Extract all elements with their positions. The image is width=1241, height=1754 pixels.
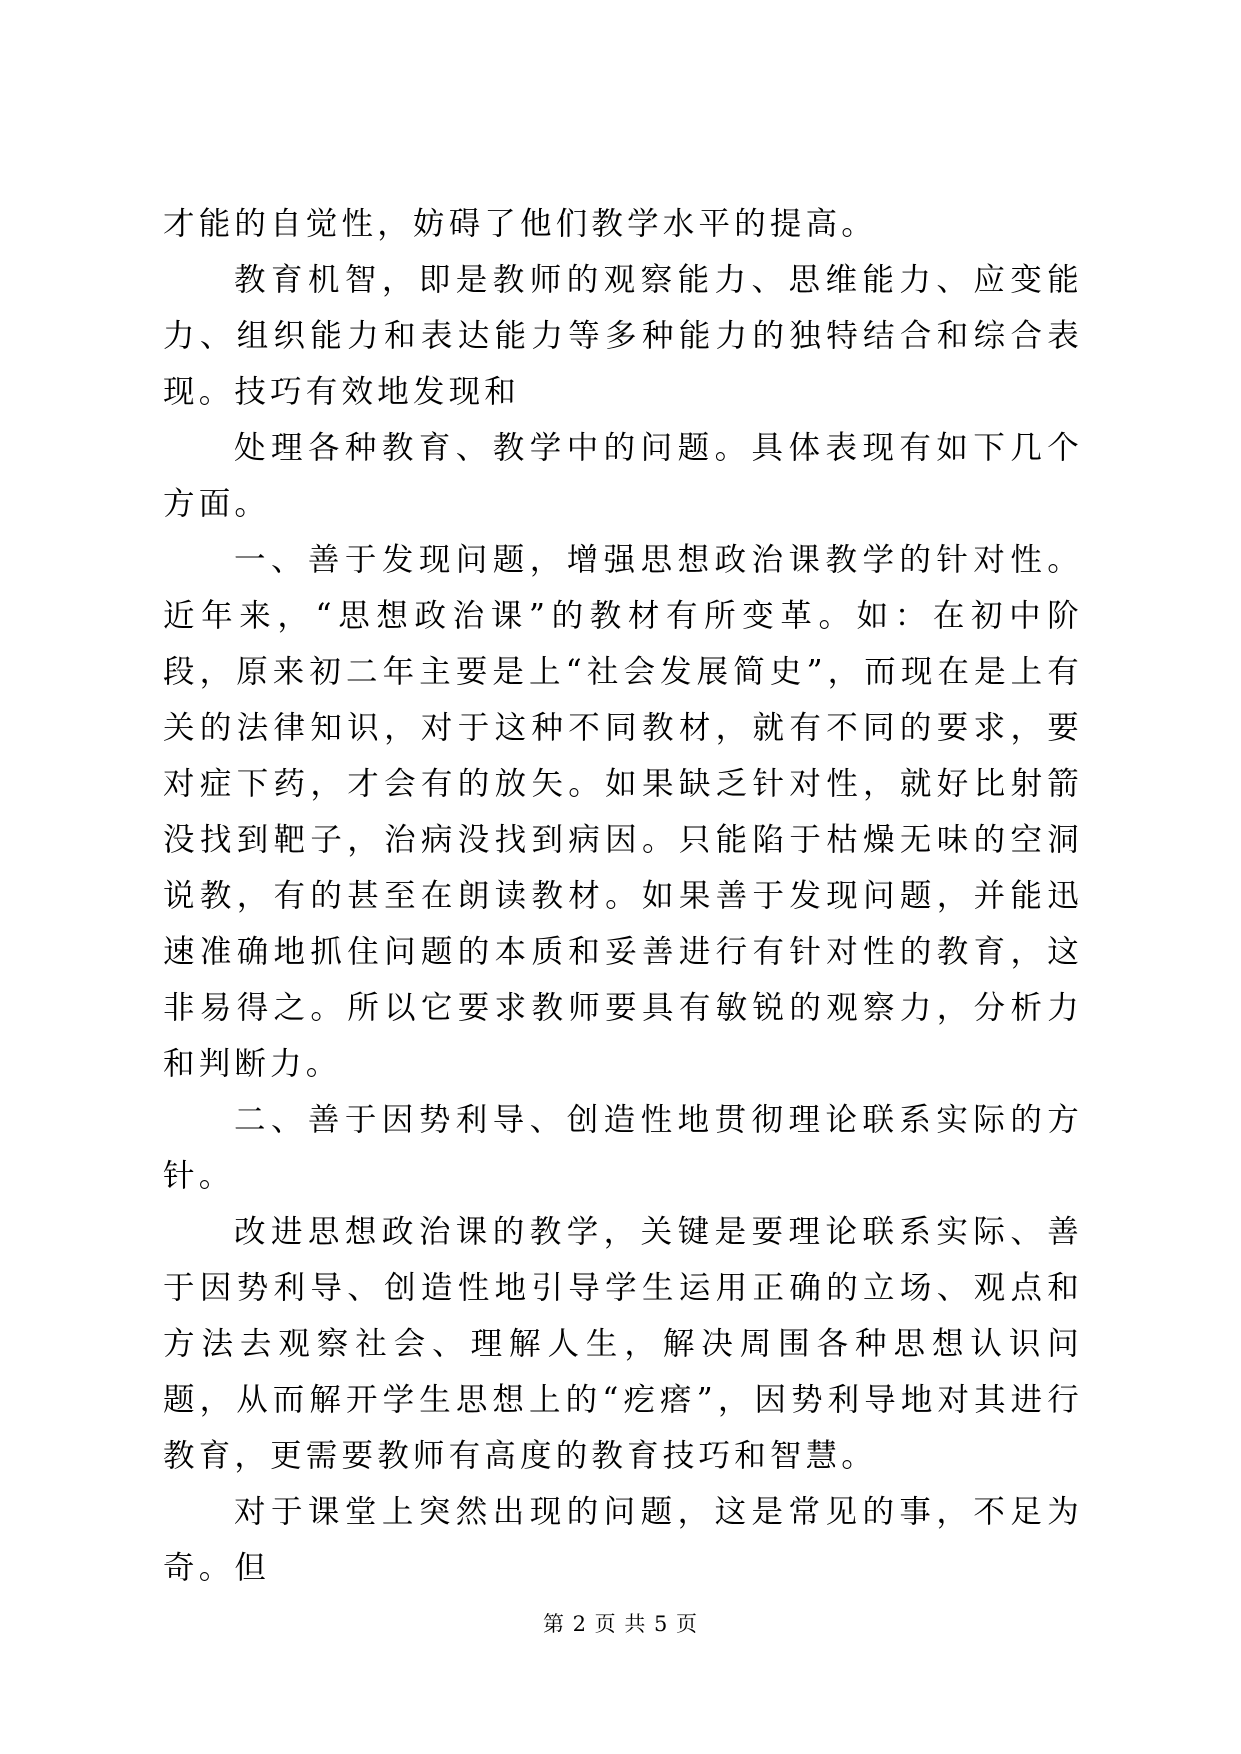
- paragraph-handle-problems: 处理各种教育、教学中的问题。具体表现有如下几个方面。: [163, 430, 1083, 522]
- paragraph-point-two-body: 改进思想政治课的教学，关键是要理论联系实际、善于因势利导、创造性地引导学生运用正确的立场、观点和方法去观察社会、理解人生，解决周围各种思想认识问题，从而解开学生思想上的“疙瘩”，因势利导地对其进行教育，更需要教师有高度的教育技巧和智慧。: [163, 1214, 1083, 1474]
- paragraph-point-one: 一、善于发现问题，增强思想政治课教学的针对性。近年来，“思想政治课”的教材有所变革。如：在初中阶段，原来初二年主要是上“社会发展简史”，而现在是上有关的法律知识，对于这种不同教材，就有不同的要求，要对症下药，才会有的放矢。如果缺乏针对性，就好比射箭没找到靶子，治病没找到病因。只能陷于枯燥无味的空洞说教，有的甚至在朗读教材。如果善于发现问题，并能迅速准确地抓住问题的本质和妥善进行有针对性的教育，这非易得之。所以它要求教师要具有敏锐的观察力，分析力和判断力。: [163, 542, 1083, 1082]
- paragraph-point-two-heading: 二、善于因势利导、创造性地贯彻理论联系实际的方针。: [163, 1102, 1083, 1194]
- paragraph-classroom-issues: 对于课堂上突然出现的问题，这是常见的事，不足为奇。但: [163, 1494, 1083, 1586]
- document-body: [163, 196, 1083, 1596]
- page-number-footer: 第 2 页 共 5 页: [542, 1612, 699, 1636]
- paragraph-education-wisdom: 教育机智，即是教师的观察能力、思维能力、应变能力、组织能力和表达能力等多种能力的独特结合和综合表现。技巧有效地发现和: [163, 262, 1083, 410]
- paragraph-continuation: 才能的自觉性，妨碍了他们教学水平的提高。: [163, 206, 878, 242]
